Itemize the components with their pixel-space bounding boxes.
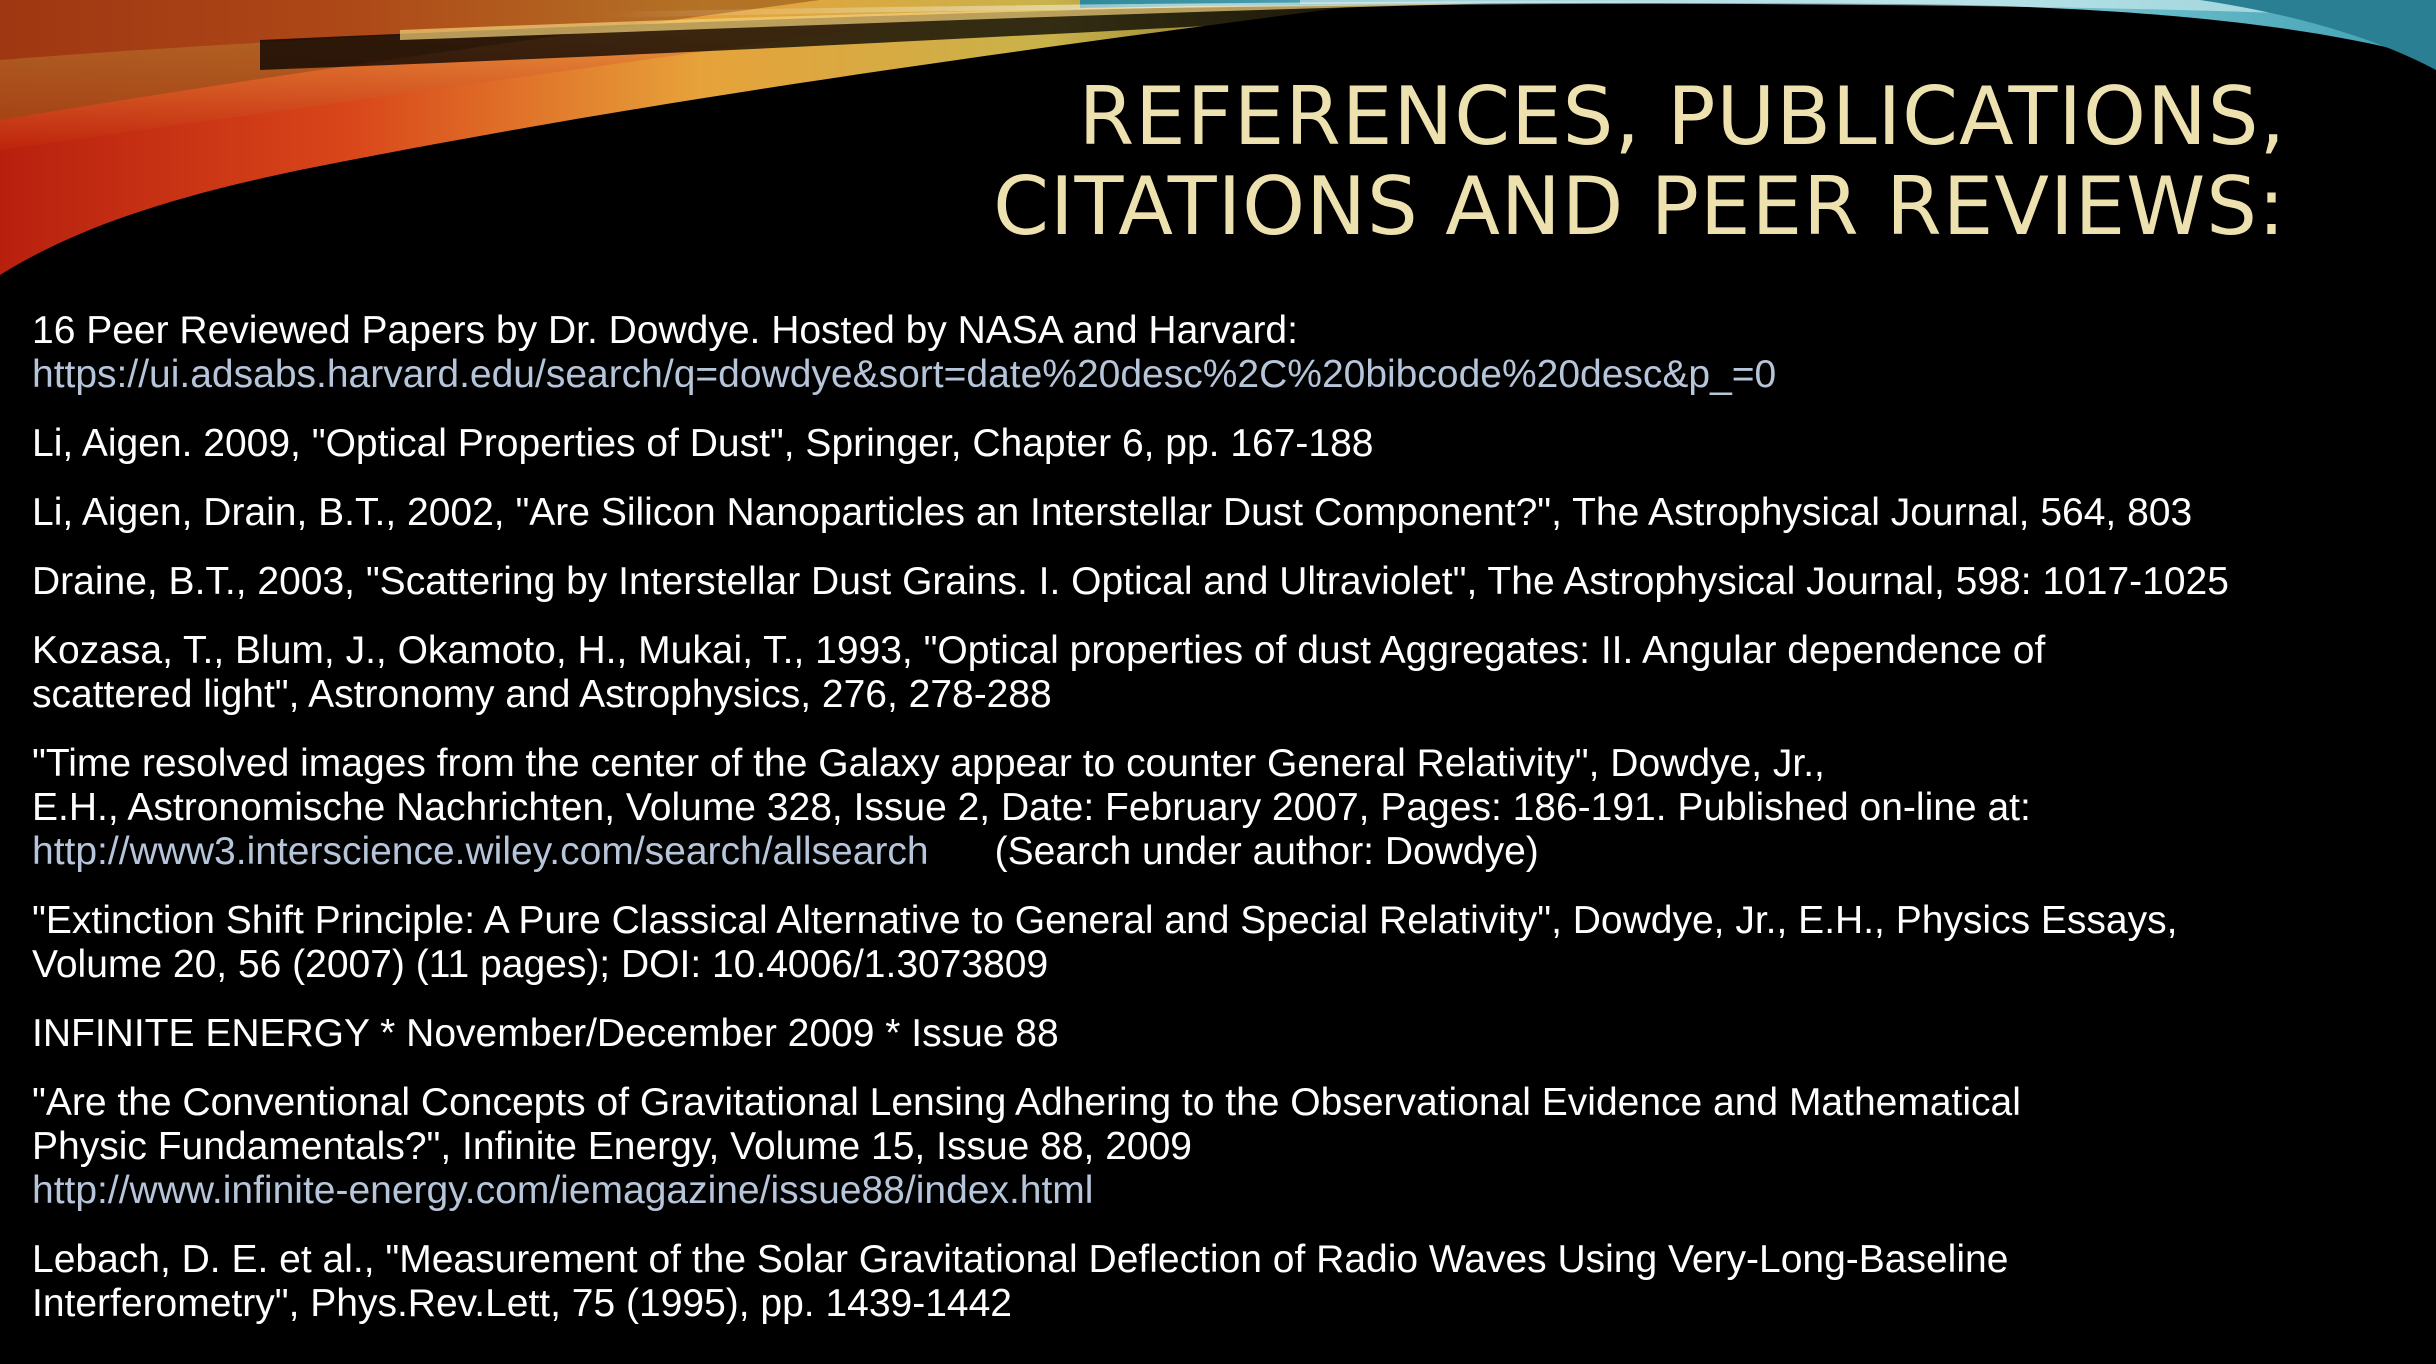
title-line-1: REFERENCES, PUBLICATIONS,	[1078, 70, 2286, 163]
reference-item	[32, 1238, 2422, 1326]
reference-text: Kozasa, T., Blum, J., Okamoto, H., Mukai, T., 1993, "Optical properties of dust Aggregates: II. Angular dependence of	[32, 629, 2046, 672]
reference-text-continued: scattered light", Astronomy and Astrophysics, 276, 278-288	[32, 673, 1052, 716]
reference-text: "Time resolved images from the center of the Galaxy appear to counter General Relativity", Dowdye, Jr.,	[32, 742, 1825, 785]
reference-text-continued: Volume 20, 56 (2007) (11 pages); DOI: 10.4006/1.3073809	[32, 943, 1049, 986]
reference-item	[32, 899, 2422, 987]
reference-link-row	[32, 830, 2422, 874]
reference-text: "Are the Conventional Concepts of Gravitational Lensing Adhering to the Observational Evidence and Mathematical	[32, 1081, 2021, 1124]
search-note: (Search under author: Dowdye)	[994, 830, 1539, 873]
reference-text: Li, Aigen, Drain, B.T., 2002, "Are Silicon Nanoparticles an Interstellar Dust Component?", The Astrophysical Journal, 564, 803	[32, 491, 2193, 534]
reference-item	[32, 491, 2422, 535]
ads-search-link[interactable]: https://ui.adsabs.harvard.edu/search/q=dowdye&sort=date%20desc%2C%20bibcode%20desc&p_=0	[32, 353, 1777, 396]
reference-item	[32, 1012, 2422, 1056]
wiley-search-link[interactable]: http://www3.interscience.wiley.com/search/allsearch	[32, 830, 929, 873]
reference-list	[32, 309, 2422, 1351]
reference-text-continued: Physic Fundamentals?", Infinite Energy, Volume 15, Issue 88, 2009	[32, 1125, 1192, 1168]
reference-text: "Extinction Shift Principle: A Pure Classical Alternative to General and Special Relativity", Dowdye, Jr., E.H., Physics Essays,	[32, 899, 2178, 942]
reference-text-continued: E.H., Astronomische Nachrichten, Volume 328, Issue 2, Date: February 2007, Pages: 186-191. Published on-line at:	[32, 786, 2031, 829]
infinite-energy-link[interactable]: http://www.infinite-energy.com/iemagazine/issue88/index.html	[32, 1169, 1094, 1212]
reference-item	[32, 422, 2422, 466]
reference-item	[32, 629, 2422, 717]
reference-text: Lebach, D. E. et al., "Measurement of the Solar Gravitational Deflection of Radio Waves Using Very-Long-Baseline	[32, 1238, 2009, 1281]
reference-item	[32, 560, 2422, 604]
reference-text: INFINITE ENERGY * November/December 2009 * Issue 88	[32, 1012, 1059, 1055]
reference-text: 16 Peer Reviewed Papers by Dr. Dowdye. Hosted by NASA and Harvard:	[32, 309, 1298, 352]
reference-text-continued: Interferometry", Phys.Rev.Lett, 75 (1995), pp. 1439-1442	[32, 1282, 1012, 1325]
reference-item	[32, 1081, 2422, 1213]
page-title	[786, 72, 2286, 252]
title-line-2: CITATIONS AND PEER REVIEWS:	[993, 160, 2286, 253]
reference-item	[32, 742, 2422, 874]
reference-text: Draine, B.T., 2003, "Scattering by Interstellar Dust Grains. I. Optical and Ultraviolet", The Astrophysical Journal, 598: 1017-1025	[32, 560, 2229, 603]
reference-item	[32, 309, 2422, 397]
reference-text: Li, Aigen. 2009, "Optical Properties of Dust", Springer, Chapter 6, pp. 167-188	[32, 422, 1374, 465]
